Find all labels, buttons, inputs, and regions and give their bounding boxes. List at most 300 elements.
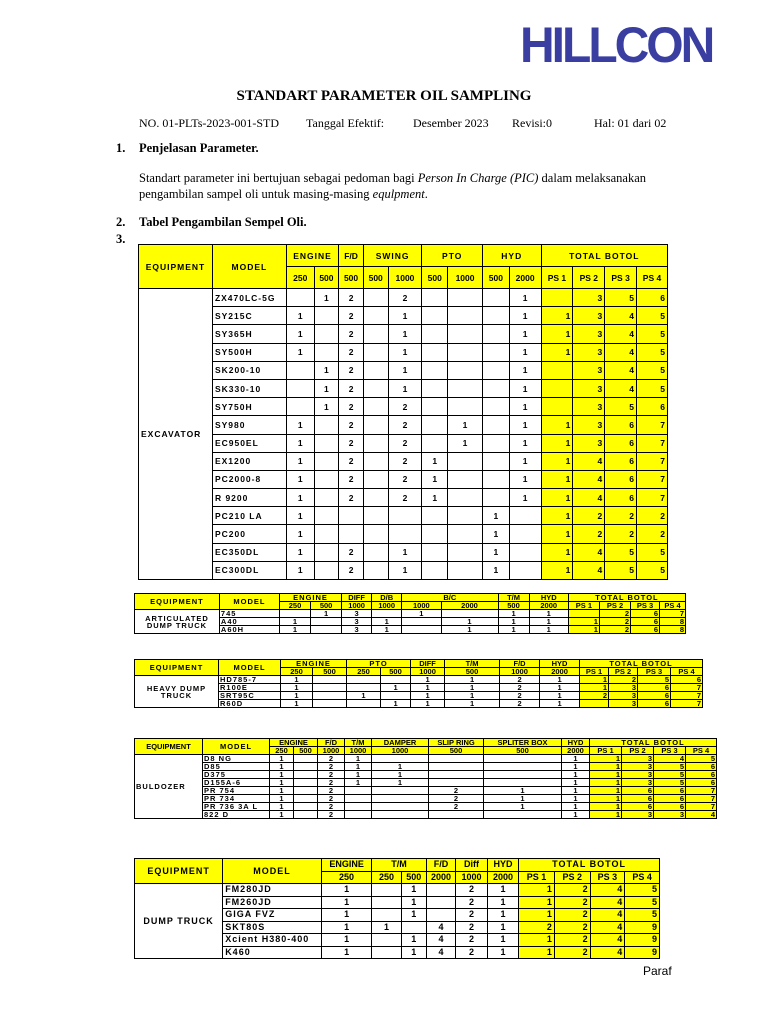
value-cell [372, 909, 401, 922]
value-cell: 1 [286, 507, 314, 525]
table-row [135, 610, 686, 618]
header-total-botol: TOTAL BOTOL [590, 739, 717, 747]
value-cell [541, 379, 573, 397]
value-cell: 1 [562, 763, 590, 771]
model-cell: PC210 LA [212, 507, 286, 525]
value-cell [580, 700, 609, 708]
table-row [139, 416, 668, 434]
value-cell: 1 [372, 626, 402, 634]
value-cell: 9 [625, 934, 660, 947]
value-cell [483, 379, 510, 397]
subheader-cell: 2000 [487, 871, 518, 884]
value-cell: 8 [660, 618, 686, 626]
header-fd: F/D [318, 739, 345, 747]
subheader-cell: PS 4 [637, 267, 668, 289]
value-cell: 6 [654, 787, 686, 795]
table-row [139, 289, 668, 307]
value-cell: 4 [426, 934, 455, 947]
value-cell [286, 379, 314, 397]
model-cell: 822 D [203, 811, 270, 819]
subheader-cell: PS 1 [590, 747, 622, 755]
value-cell [286, 398, 314, 416]
value-cell: 4 [590, 934, 625, 947]
value-cell: 1 [401, 909, 426, 922]
header-hyd: HYD [562, 739, 590, 747]
value-cell: 2 [318, 763, 345, 771]
equipment-category: ARTICULATED DUMP TRUCK [135, 610, 220, 634]
value-cell [294, 755, 318, 763]
subheader-cell: 500 [294, 747, 318, 755]
value-cell [484, 779, 562, 787]
value-cell [484, 811, 562, 819]
value-cell: 1 [311, 610, 342, 618]
value-cell: 3 [573, 379, 605, 397]
value-cell: 1 [381, 684, 411, 692]
value-cell: 2 [637, 507, 668, 525]
subheader-cell: 250 [347, 668, 381, 676]
table-row [135, 811, 717, 819]
table-row [135, 755, 717, 763]
value-cell: 1 [568, 618, 599, 626]
value-cell [388, 507, 422, 525]
table-row [135, 700, 703, 708]
value-cell: 1 [541, 525, 573, 543]
value-cell [422, 434, 448, 452]
value-cell: 1 [509, 452, 541, 470]
subheader-cell: PS 2 [609, 668, 638, 676]
subheader-cell: 1000 [345, 747, 372, 755]
table-row [139, 489, 668, 507]
subheader-cell: PS 1 [568, 602, 599, 610]
subheader-cell: 2000 [441, 602, 498, 610]
equipment-category: EXCAVATOR [139, 289, 213, 580]
value-cell: 1 [286, 452, 314, 470]
value-cell: 6 [622, 787, 654, 795]
value-cell: 2 [456, 884, 487, 897]
value-cell [484, 771, 562, 779]
value-cell: 1 [345, 763, 372, 771]
value-cell: 8 [660, 626, 686, 634]
value-cell: 1 [580, 684, 609, 692]
value-cell: 2 [388, 470, 422, 488]
model-cell: SK200-10 [212, 361, 286, 379]
value-cell [402, 618, 441, 626]
subheader-cell: 500 [429, 747, 484, 755]
model-cell: SY365H [212, 325, 286, 343]
value-cell: 2 [429, 795, 484, 803]
value-cell: 4 [590, 909, 625, 922]
subheader-cell: 1000 [402, 602, 441, 610]
value-cell [294, 795, 318, 803]
value-cell: 5 [637, 561, 668, 579]
subheader-cell: PS 4 [671, 668, 703, 676]
table-row [139, 452, 668, 470]
value-cell [372, 787, 429, 795]
value-cell: 6 [638, 700, 671, 708]
value-cell [363, 343, 388, 361]
subheader-cell: PS 3 [654, 747, 686, 755]
value-cell: 6 [686, 779, 717, 787]
model-cell: SY215C [212, 307, 286, 325]
value-cell: 2 [388, 398, 422, 416]
value-cell: 2 [388, 489, 422, 507]
value-cell: 1 [401, 934, 426, 947]
value-cell: 3 [573, 307, 605, 325]
value-cell [363, 361, 388, 379]
model-cell: K460 [223, 946, 322, 959]
value-cell: 1 [541, 470, 573, 488]
value-cell: 6 [605, 434, 637, 452]
subheader-cell: PS 1 [519, 871, 555, 884]
value-cell: 1 [509, 398, 541, 416]
value-cell: 2 [339, 343, 364, 361]
value-cell: 1 [401, 896, 426, 909]
value-cell: 1 [519, 934, 555, 947]
section-3-number: 3. [116, 232, 126, 246]
value-cell [483, 361, 510, 379]
table-row [139, 361, 668, 379]
header-total-botol: TOTAL BOTOL [519, 859, 660, 872]
value-cell: 4 [590, 884, 625, 897]
value-cell [401, 921, 426, 934]
table-row [135, 676, 703, 684]
value-cell: 1 [590, 787, 622, 795]
value-cell [422, 325, 448, 343]
value-cell [363, 543, 388, 561]
value-cell: 7 [671, 692, 703, 700]
model-cell: SY500H [212, 343, 286, 361]
model-cell: A60H [219, 626, 279, 634]
value-cell [363, 307, 388, 325]
model-cell: EX1200 [212, 452, 286, 470]
model-cell: SKT80S [223, 921, 322, 934]
value-cell: 1 [321, 934, 371, 947]
value-cell [363, 489, 388, 507]
value-cell [483, 398, 510, 416]
value-cell [541, 361, 573, 379]
model-cell: PC2000-8 [212, 470, 286, 488]
value-cell: 5 [605, 398, 637, 416]
value-cell: 1 [509, 361, 541, 379]
header-fd: F/D [426, 859, 455, 872]
table-row [135, 803, 717, 811]
value-cell [363, 379, 388, 397]
value-cell: 4 [686, 811, 717, 819]
value-cell [372, 610, 402, 618]
value-cell: 2 [318, 787, 345, 795]
value-cell: 2 [339, 379, 364, 397]
header-diff: Diff [456, 859, 487, 872]
value-cell: 1 [487, 921, 518, 934]
table-row [135, 787, 717, 795]
value-cell: 5 [625, 909, 660, 922]
value-cell: 1 [281, 676, 313, 684]
value-cell [422, 398, 448, 416]
value-cell: 7 [686, 795, 717, 803]
model-cell: Xcient H380-400 [223, 934, 322, 947]
paraf-label: Paraf [643, 964, 672, 978]
subheader-cell: 500 [313, 668, 347, 676]
value-cell: 2 [500, 692, 540, 700]
subheader-cell: PS 3 [638, 668, 671, 676]
table-row [139, 470, 668, 488]
value-cell: 1 [562, 755, 590, 763]
table-row [135, 771, 717, 779]
subheader-cell: 500 [314, 267, 339, 289]
subheader-cell: 1000 [411, 668, 445, 676]
value-cell: 4 [573, 470, 605, 488]
value-cell: 5 [637, 543, 668, 561]
value-cell: 1 [590, 811, 622, 819]
subheader-cell: PS 4 [686, 747, 717, 755]
header-equipment: EQUIPMENT [135, 859, 223, 884]
value-cell: 6 [622, 795, 654, 803]
value-cell [363, 434, 388, 452]
value-cell [402, 626, 441, 634]
value-cell: 5 [605, 561, 637, 579]
value-cell: 1 [509, 434, 541, 452]
subheader-cell: PS 2 [599, 602, 630, 610]
value-cell: 6 [637, 398, 668, 416]
value-cell [347, 700, 381, 708]
value-cell: 7 [686, 787, 717, 795]
model-cell: A40 [219, 618, 279, 626]
model-cell: SY980 [212, 416, 286, 434]
header-tm: T/M [345, 739, 372, 747]
value-cell [345, 811, 372, 819]
value-cell: 1 [541, 561, 573, 579]
value-cell: 1 [519, 896, 555, 909]
value-cell [429, 755, 484, 763]
value-cell: 1 [541, 452, 573, 470]
value-cell: 2 [318, 755, 345, 763]
section-1-number: 1. [116, 141, 126, 155]
value-cell [448, 398, 483, 416]
value-cell: 3 [573, 361, 605, 379]
header-total-botol: TOTAL BOTOL [568, 594, 685, 602]
subheader-cell: 2000 [529, 602, 568, 610]
value-cell: 7 [660, 610, 686, 618]
value-cell: 2 [573, 525, 605, 543]
document-number: NO. 01-PLTs-2023-001-STD [139, 116, 280, 130]
subheader-cell: 250 [281, 668, 313, 676]
value-cell [314, 561, 339, 579]
value-cell: 7 [686, 803, 717, 811]
subheader-cell: 2000 [562, 747, 590, 755]
value-cell [314, 489, 339, 507]
value-cell: 1 [281, 700, 313, 708]
value-cell: 3 [573, 398, 605, 416]
table-row [135, 884, 660, 897]
value-cell: 1 [286, 561, 314, 579]
table-row [139, 325, 668, 343]
value-cell [294, 779, 318, 787]
value-cell [313, 692, 347, 700]
value-cell [483, 470, 510, 488]
value-cell: 1 [321, 909, 371, 922]
value-cell: 1 [483, 561, 510, 579]
value-cell: 2 [339, 416, 364, 434]
value-cell: 1 [286, 307, 314, 325]
value-cell: 2 [554, 946, 590, 959]
value-cell: 1 [562, 779, 590, 787]
value-cell: 1 [590, 779, 622, 787]
subheader-cell: 500 [381, 668, 411, 676]
value-cell: 1 [279, 618, 310, 626]
value-cell: 1 [314, 289, 339, 307]
value-cell: 1 [529, 618, 568, 626]
value-cell: 1 [541, 489, 573, 507]
value-cell: 1 [562, 795, 590, 803]
table-row [135, 684, 703, 692]
model-cell: SK330-10 [212, 379, 286, 397]
value-cell: 2 [554, 934, 590, 947]
header-engine: ENGINE [270, 739, 318, 747]
value-cell: 2 [388, 434, 422, 452]
value-cell: 1 [279, 626, 310, 634]
header-slip-ring: SLIP RING [429, 739, 484, 747]
value-cell: 1 [401, 946, 426, 959]
value-cell: 1 [540, 700, 580, 708]
value-cell [483, 343, 510, 361]
value-cell [448, 361, 483, 379]
value-cell [363, 416, 388, 434]
buldozer-table [134, 738, 717, 819]
value-cell [381, 692, 411, 700]
header-hyd: HYD [487, 859, 518, 872]
value-cell [426, 896, 455, 909]
value-cell [314, 434, 339, 452]
value-cell [429, 779, 484, 787]
value-cell: 3 [654, 811, 686, 819]
subheader-cell: PS 3 [631, 602, 660, 610]
value-cell [422, 361, 448, 379]
value-cell [363, 470, 388, 488]
value-cell: 1 [498, 618, 529, 626]
value-cell: 2 [339, 452, 364, 470]
value-cell: 6 [686, 763, 717, 771]
subheader-cell: 250 [270, 747, 294, 755]
value-cell: 1 [286, 525, 314, 543]
value-cell: 1 [509, 379, 541, 397]
value-cell: 3 [622, 771, 654, 779]
value-cell [541, 289, 573, 307]
value-cell: 2 [500, 684, 540, 692]
value-cell: 1 [483, 543, 510, 561]
value-cell: 5 [637, 343, 668, 361]
model-cell: PR 734 [203, 795, 270, 803]
value-cell: 6 [654, 803, 686, 811]
value-cell: 2 [456, 909, 487, 922]
value-cell [448, 561, 483, 579]
value-cell [541, 398, 573, 416]
model-cell: D155A-6 [203, 779, 270, 787]
header-swing: SWING [363, 245, 422, 267]
model-cell: 745 [219, 610, 279, 618]
value-cell [422, 379, 448, 397]
header-diff: DIFF [411, 660, 445, 668]
value-cell [314, 525, 339, 543]
value-cell: 1 [411, 700, 445, 708]
value-cell: 1 [541, 507, 573, 525]
section-1-title: Penjelasan Parameter. [139, 141, 259, 155]
value-cell: 3 [609, 692, 638, 700]
value-cell: 1 [445, 684, 500, 692]
value-cell [372, 755, 429, 763]
value-cell [372, 934, 401, 947]
subheader-cell: PS 2 [554, 871, 590, 884]
equipment-category: HEAVY DUMP TRUCK [135, 676, 219, 708]
subheader-cell: PS 2 [573, 267, 605, 289]
value-cell: 4 [426, 921, 455, 934]
subheader-cell: 1000 [372, 747, 429, 755]
value-cell: 1 [498, 610, 529, 618]
value-cell: 6 [686, 771, 717, 779]
value-cell: 1 [270, 755, 294, 763]
value-cell: 5 [654, 763, 686, 771]
model-cell: ZX470LC-5G [212, 289, 286, 307]
value-cell [294, 803, 318, 811]
table-row [135, 763, 717, 771]
effective-date: Desember 2023 [413, 116, 489, 130]
value-cell: 1 [270, 787, 294, 795]
header-model: MODEL [203, 739, 270, 755]
subheader-cell: 500 [422, 267, 448, 289]
value-cell [422, 507, 448, 525]
value-cell: 1 [541, 343, 573, 361]
subheader-cell: 250 [321, 871, 371, 884]
value-cell: 3 [342, 618, 372, 626]
value-cell: 1 [541, 434, 573, 452]
header-engine: ENGINE [281, 660, 347, 668]
value-cell: 1 [270, 771, 294, 779]
value-cell: 2 [456, 921, 487, 934]
excavator-table [138, 244, 668, 580]
value-cell: 6 [605, 452, 637, 470]
document-title: STANDART PARAMETER OIL SAMPLING [236, 88, 532, 104]
value-cell: 6 [605, 489, 637, 507]
value-cell: 5 [637, 361, 668, 379]
value-cell: 1 [388, 543, 422, 561]
table-row [135, 779, 717, 787]
value-cell: 2 [318, 803, 345, 811]
effective-label: Tanggal Efektif: [306, 116, 385, 130]
subheader-cell: 2000 [426, 871, 455, 884]
value-cell: 1 [487, 946, 518, 959]
value-cell: 2 [318, 795, 345, 803]
value-cell: 1 [487, 909, 518, 922]
value-cell: 2 [429, 787, 484, 795]
value-cell: 4 [590, 896, 625, 909]
value-cell: 1 [519, 909, 555, 922]
header-hyd: HYD [529, 594, 568, 602]
table-row [139, 343, 668, 361]
model-cell: SRT95C [219, 692, 281, 700]
value-cell: 1 [281, 684, 313, 692]
model-cell: EC350DL [212, 543, 286, 561]
value-cell: 2 [318, 771, 345, 779]
table-row [139, 507, 668, 525]
value-cell: 3 [573, 343, 605, 361]
value-cell: 1 [270, 795, 294, 803]
value-cell [363, 325, 388, 343]
header-spliter-box: SPLITER BOX [484, 739, 562, 747]
value-cell [372, 803, 429, 811]
value-cell: 6 [631, 626, 660, 634]
value-cell: 1 [372, 771, 429, 779]
value-cell: 7 [671, 700, 703, 708]
value-cell [429, 763, 484, 771]
